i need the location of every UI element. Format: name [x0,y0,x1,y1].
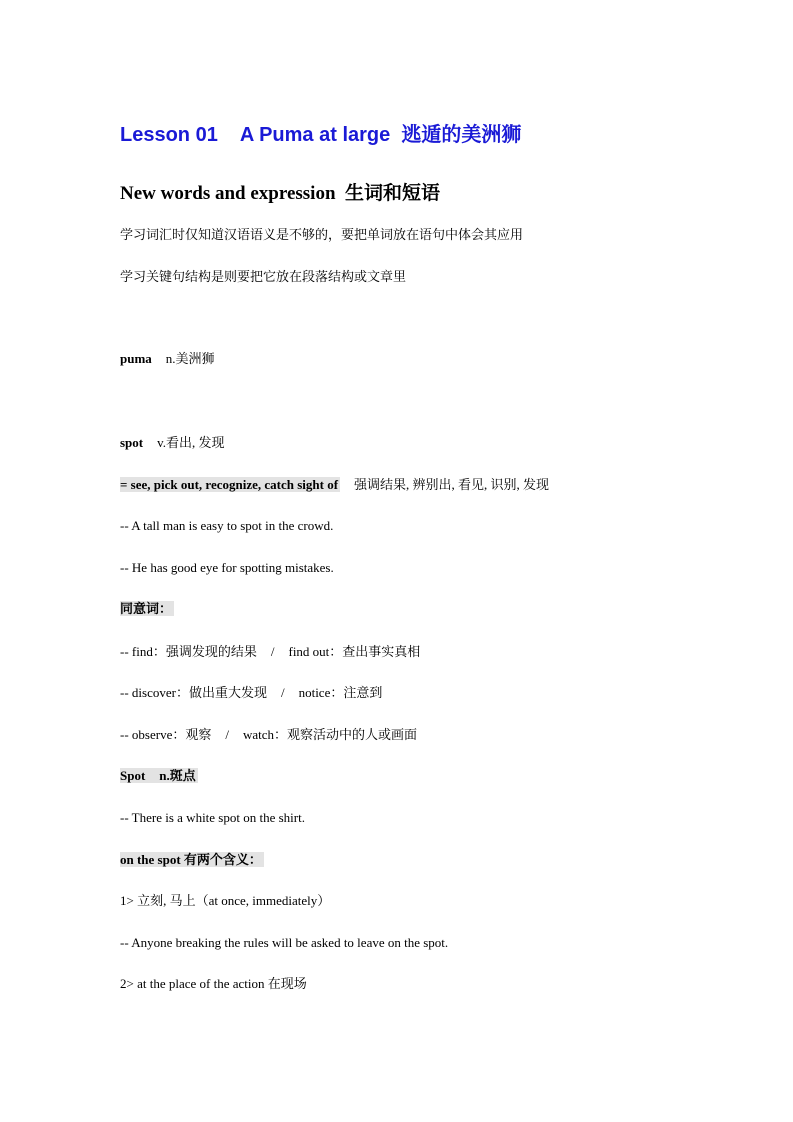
synonym-heading-highlight: 同意词： [120,601,173,616]
synonym-left: -- observe：观察 [120,727,212,742]
synonyms-note: 强调结果, 辨别出, 看见, 识别, 发现 [354,477,550,492]
entry-spot-verb [120,434,225,452]
example-crowd: -- A tall man is easy to spot in the crowd. [120,518,334,533]
meaning-1: 1> 立刻, 马上（at once, immediately） [120,893,331,908]
entry-definition: n.斑点 [159,768,196,783]
on-the-spot-highlight: on the spot 有两个含义： [120,852,262,867]
lesson-title [120,122,521,148]
synonym-left: -- find：强调发现的结果 [120,644,257,659]
synonym-left: -- discover：做出重大发现 [120,685,267,700]
meaning-2: 2> at the place of the action 在现场 [120,976,307,991]
entry-word: Spot [120,768,146,783]
example-rules: -- Anyone breaking the rules will be asked to leave on the spot. [120,935,449,950]
synonym-right: find out：查出事实真相 [288,644,421,659]
on-the-spot-heading [120,851,264,869]
lesson-name: A Puma at large [239,124,391,146]
example-mistakes: -- He has good eye for spotting mistakes. [120,560,334,575]
example-shirt: -- There is a white spot on the shirt. [120,810,305,825]
entry-puma [120,350,215,368]
synonym-heading [120,600,174,618]
section-heading [120,182,440,206]
entry-spot-noun [120,767,198,785]
section-heading-chinese: 生词和短语 [345,183,441,204]
synonyms-highlight: = see, pick out, recognize, catch sight of [120,477,339,492]
synonym-separator: / [280,685,285,700]
entry-word: spot [120,435,144,450]
intro-line-1: 学习词汇时仅知道汉语语义是不够的，要把单词放在语句中体会其应用 [120,227,524,242]
lesson-name-chinese: 逃遁的美洲狮 [401,124,522,146]
synonym-right: watch：观察活动中的人或画面 [242,727,418,742]
entry-word: puma [120,351,152,366]
section-heading-english: New words and expression [120,183,336,204]
lesson-number: Lesson 01 [120,124,218,146]
synonym-separator: / [270,644,275,659]
synonym-pair-find [120,643,420,661]
spot-noun-highlight [120,768,198,783]
synonym-right: notice：注意到 [298,685,383,700]
entry-definition: v.看出, 发现 [157,435,225,450]
entry-definition: n.美洲狮 [165,351,215,366]
synonym-pair-observe [120,726,417,744]
synonym-separator: / [225,727,229,742]
synonyms-line [120,476,549,494]
synonym-pair-discover [120,684,382,702]
intro-line-2: 学习关键句结构是则要把它放在段落结构或文章里 [120,269,407,284]
